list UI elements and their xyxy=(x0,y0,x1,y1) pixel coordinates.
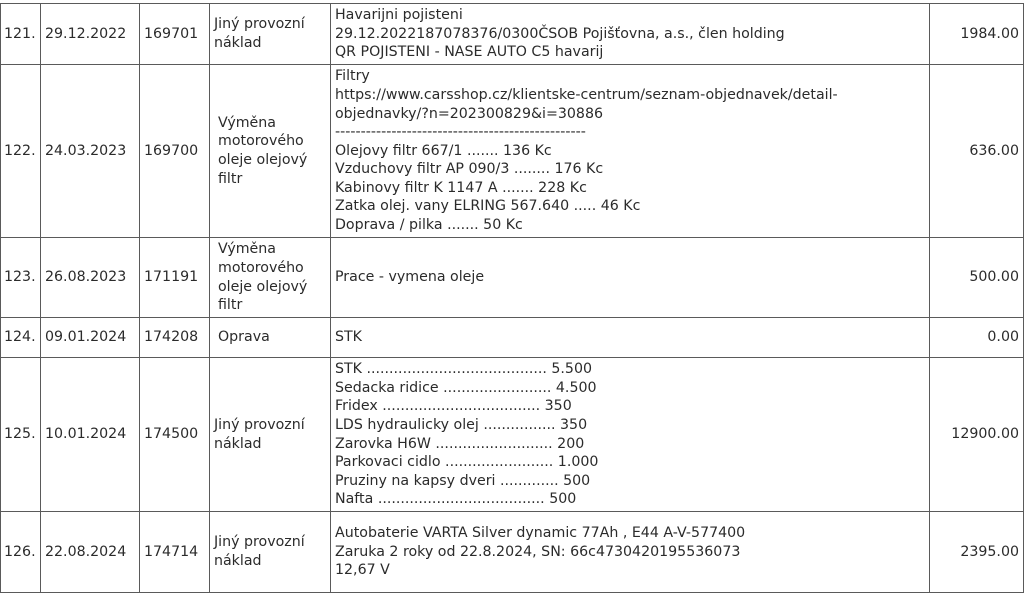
row-type: Jiný provozní náklad xyxy=(210,4,331,65)
description-line: QR POJISTENI - NASE AUTO C5 havarij xyxy=(335,44,604,61)
row-date: 22.08.2024 xyxy=(41,512,140,593)
description-link: objednavky/?n=202300829&i=30886 xyxy=(335,105,604,122)
description-line: LDS hydraulicky olej ................ 350 xyxy=(335,416,588,433)
description-line: Parkovaci cidlo ........................ 1.000 xyxy=(335,454,599,471)
description-line: Autobaterie VARTA Silver dynamic 77Ah , E44 A-V-577400 xyxy=(335,525,746,542)
description-line: Nafta ..................................... 500 xyxy=(335,491,577,508)
row-amount: 12900.00 xyxy=(930,358,1024,512)
row-document-number: 169700 xyxy=(140,65,210,238)
description-line: 12,67 V xyxy=(335,562,390,579)
description-line: STK ........................................ 5.500 xyxy=(335,361,593,378)
row-type: Jiný provozní náklad xyxy=(210,358,331,512)
row-date: 24.03.2023 xyxy=(41,65,140,238)
row-number: 122. xyxy=(1,65,41,238)
row-description xyxy=(331,318,930,358)
description-line: 29.12.2022187078376/0300ČSOB Pojišťovna, a.s., člen holding xyxy=(335,25,785,42)
description-line: STK xyxy=(335,329,362,346)
description-line: Havarijni pojisteni xyxy=(335,7,463,24)
table-row xyxy=(1,238,1024,318)
description-line: Fridex ................................... 350 xyxy=(335,398,572,415)
row-description xyxy=(331,4,930,65)
description-line: Sedacka ridice ........................ 4.500 xyxy=(335,379,597,396)
description-line: Vzduchovy filtr AP 090/3 ........ 176 Kc xyxy=(335,161,604,178)
row-type: Jiný provozní náklad xyxy=(210,512,331,593)
row-number: 125. xyxy=(1,358,41,512)
expense-table xyxy=(0,3,1024,593)
row-date: 09.01.2024 xyxy=(41,318,140,358)
description-line: Doprava / pilka ....... 50 Kc xyxy=(335,217,523,234)
description-line: Olejovy filtr 667/1 ....... 136 Kc xyxy=(335,142,552,159)
description-line: Zatka olej. vany ELRING 567.640 ..... 46 Kc xyxy=(335,198,641,215)
row-type: Oprava xyxy=(210,318,331,358)
description-line: Zaruka 2 roky od 22.8.2024, SN: 66c4730420195536073 xyxy=(335,543,741,560)
row-document-number: 174714 xyxy=(140,512,210,593)
description-line: Pruziny na kapsy dveri ............. 500 xyxy=(335,472,591,489)
row-amount: 500.00 xyxy=(930,238,1024,318)
row-document-number: 174208 xyxy=(140,318,210,358)
row-number: 124. xyxy=(1,318,41,358)
row-amount: 1984.00 xyxy=(930,4,1024,65)
row-amount: 2395.00 xyxy=(930,512,1024,593)
row-description xyxy=(331,238,930,318)
table-row xyxy=(1,4,1024,65)
row-number: 126. xyxy=(1,512,41,593)
description-line: Filtry xyxy=(335,68,370,85)
row-date: 10.01.2024 xyxy=(41,358,140,512)
table-row xyxy=(1,512,1024,593)
row-date: 29.12.2022 xyxy=(41,4,140,65)
row-description xyxy=(331,65,930,238)
row-document-number: 169701 xyxy=(140,4,210,65)
row-amount: 0.00 xyxy=(930,318,1024,358)
row-number: 123. xyxy=(1,238,41,318)
row-type: Výměna motorového oleje olejový filtr xyxy=(210,65,331,238)
row-amount: 636.00 xyxy=(930,65,1024,238)
row-date: 26.08.2023 xyxy=(41,238,140,318)
row-document-number: 174500 xyxy=(140,358,210,512)
row-document-number: 171191 xyxy=(140,238,210,318)
row-type: Výměna motorového oleje olejový filtr xyxy=(210,238,331,318)
description-separator: ------------------------------------------------- xyxy=(335,124,586,141)
table-row xyxy=(1,318,1024,358)
description-line: Kabinovy filtr K 1147 A ....... 228 Kc xyxy=(335,179,587,196)
row-number: 121. xyxy=(1,4,41,65)
table-row xyxy=(1,65,1024,238)
table-row xyxy=(1,358,1024,512)
description-link: https://www.carsshop.cz/klientske-centrum/seznam-objednavek/detail- xyxy=(335,86,838,103)
row-description xyxy=(331,358,930,512)
description-line: Zarovka H6W .......................... 200 xyxy=(335,435,585,452)
row-description xyxy=(331,512,930,593)
description-line: Prace - vymena oleje xyxy=(335,269,485,286)
